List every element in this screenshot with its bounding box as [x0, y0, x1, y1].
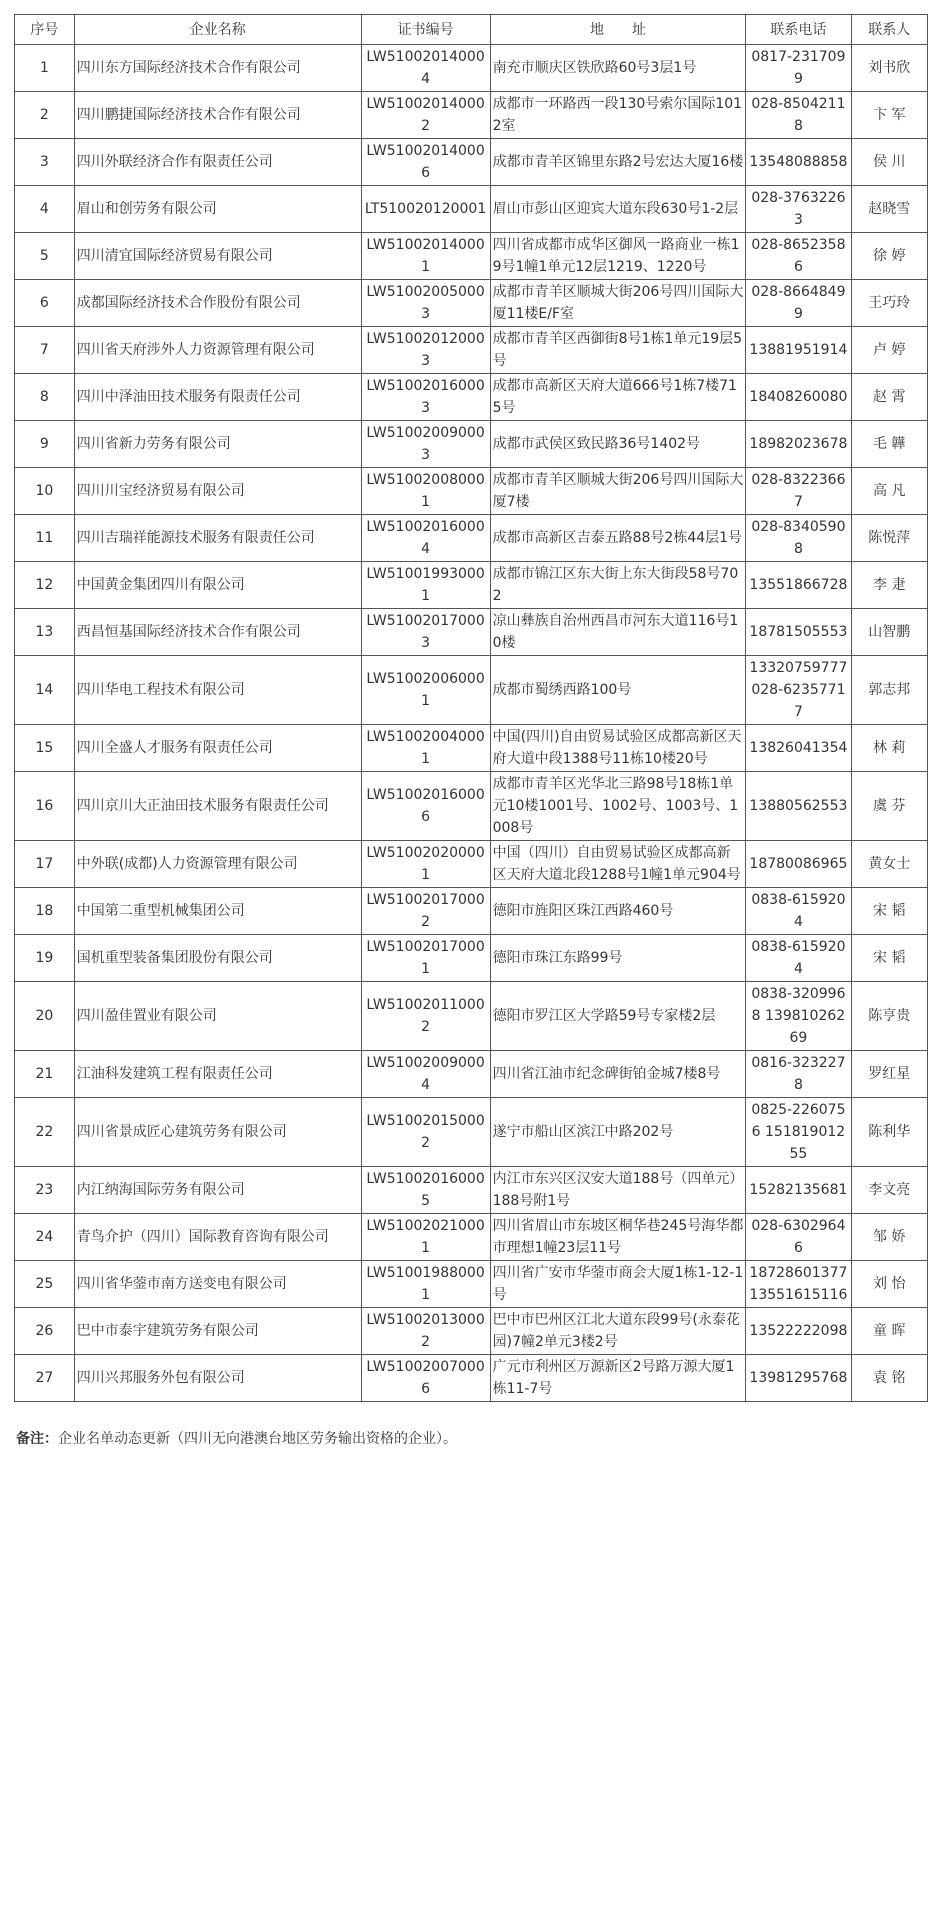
- cert-number: LW510020200001: [361, 841, 490, 888]
- contact-person: 李 疌: [851, 562, 928, 609]
- contact-person: 袁 铭: [851, 1355, 928, 1402]
- company-name: 四川华电工程技术有限公司: [74, 656, 361, 725]
- cert-number: LW510020140002: [361, 92, 490, 139]
- table-row: [15, 374, 928, 421]
- contact-person: 邹 娇: [851, 1214, 928, 1261]
- row-no: 5: [15, 233, 75, 280]
- row-no: 27: [15, 1355, 75, 1402]
- table-row: [15, 421, 928, 468]
- cert-number: LW510020090004: [361, 1051, 490, 1098]
- company-name: 四川省华蓥市南方送变电有限公司: [74, 1261, 361, 1308]
- company-name: 四川吉瑞祥能源技术服务有限责任公司: [74, 515, 361, 562]
- address: 中国(四川)自由贸易试验区成都高新区天府大道中段1388号11栋10楼20号: [490, 725, 746, 772]
- address: 成都市青羊区顺城大街206号四川国际大厦11楼E/F室: [490, 280, 746, 327]
- phone: 0816-3232278: [746, 1051, 851, 1098]
- cert-number: LW510020080001: [361, 468, 490, 515]
- contact-person: 宋 韬: [851, 935, 928, 982]
- company-name: 四川盈佳置业有限公司: [74, 982, 361, 1051]
- phone: 0838-3209968 13981026269: [746, 982, 851, 1051]
- header-contact: 联系人: [851, 15, 928, 45]
- contact-person: 宋 韬: [851, 888, 928, 935]
- table-row: [15, 186, 928, 233]
- footnote: [14, 1428, 942, 1450]
- table-row: [15, 1214, 928, 1261]
- footnote-text: 企业名单动态更新（四川无向港澳台地区劳务输出资格的企业）。: [58, 1431, 457, 1447]
- company-name: 四川川宝经济贸易有限公司: [74, 468, 361, 515]
- row-no: 9: [15, 421, 75, 468]
- table-body: [15, 45, 928, 1402]
- address: 成都市高新区天府大道666号1栋7楼715号: [490, 374, 746, 421]
- cert-number: LW510020170002: [361, 888, 490, 935]
- row-no: 14: [15, 656, 75, 725]
- table-row: [15, 1098, 928, 1167]
- contact-person: 王巧玲: [851, 280, 928, 327]
- company-name: 国机重型装备集团股份有限公司: [74, 935, 361, 982]
- cert-number: LW510020090003: [361, 421, 490, 468]
- row-no: 8: [15, 374, 75, 421]
- phone: 028-83405908: [746, 515, 851, 562]
- phone: 18780086965: [746, 841, 851, 888]
- cert-number: LW510020140004: [361, 45, 490, 92]
- cert-number: LW510020070006: [361, 1355, 490, 1402]
- row-no: 26: [15, 1308, 75, 1355]
- address: 中国（四川）自由贸易试验区成都高新区天府大道北段1288号1幢1单元904号: [490, 841, 746, 888]
- company-name: 中外联(成都)人力资源管理有限公司: [74, 841, 361, 888]
- phone: 028-86648499: [746, 280, 851, 327]
- cert-number: LW510020170001: [361, 935, 490, 982]
- address: 德阳市旌阳区珠江西路460号: [490, 888, 746, 935]
- table-row: [15, 1355, 928, 1402]
- phone: 13880562553: [746, 772, 851, 841]
- address: 成都市青羊区顺城大街206号四川国际大厦7楼: [490, 468, 746, 515]
- table-row: [15, 609, 928, 656]
- row-no: 25: [15, 1261, 75, 1308]
- address: 凉山彝族自治州西昌市河东大道116号10楼: [490, 609, 746, 656]
- phone: 13548088858: [746, 139, 851, 186]
- table-row: [15, 233, 928, 280]
- phone: 028-86523586: [746, 233, 851, 280]
- company-name: 四川外联经济合作有限责任公司: [74, 139, 361, 186]
- row-no: 10: [15, 468, 75, 515]
- address: 成都市青羊区光华北三路98号18栋1单元10楼1001号、1002号、1003号、1008号: [490, 772, 746, 841]
- table-row: [15, 725, 928, 772]
- row-no: 13: [15, 609, 75, 656]
- table-row: [15, 562, 928, 609]
- table-row: [15, 982, 928, 1051]
- table-row: [15, 888, 928, 935]
- phone: 0838-6159204: [746, 888, 851, 935]
- company-table: [14, 14, 928, 1402]
- cert-number: LW510020040001: [361, 725, 490, 772]
- table-row: [15, 327, 928, 374]
- phone: 13881951914: [746, 327, 851, 374]
- footnote-label: 备注：: [16, 1431, 58, 1447]
- company-name: 四川鹏捷国际经济技术合作有限公司: [74, 92, 361, 139]
- phone: 13826041354: [746, 725, 851, 772]
- company-name: 西昌恒基国际经济技术合作有限公司: [74, 609, 361, 656]
- row-no: 11: [15, 515, 75, 562]
- cert-number: LW510020110002: [361, 982, 490, 1051]
- contact-person: 郭志邦: [851, 656, 928, 725]
- cert-number: LW510020120003: [361, 327, 490, 374]
- cert-number: LW510020160004: [361, 515, 490, 562]
- cert-number: LW510019880001: [361, 1261, 490, 1308]
- contact-person: 虞 芬: [851, 772, 928, 841]
- contact-person: 黄女士: [851, 841, 928, 888]
- address: 巴中市巴州区江北大道东段99号(永泰花园)7幢2单元3楼2号: [490, 1308, 746, 1355]
- row-no: 17: [15, 841, 75, 888]
- cert-number: LW510020160003: [361, 374, 490, 421]
- table-row: [15, 1308, 928, 1355]
- contact-person: 高 凡: [851, 468, 928, 515]
- table-row: [15, 468, 928, 515]
- address: 成都市武侯区致民路36号1402号: [490, 421, 746, 468]
- contact-person: 徐 婷: [851, 233, 928, 280]
- table-row: [15, 1261, 928, 1308]
- cert-number: LW510019930001: [361, 562, 490, 609]
- table-row: [15, 841, 928, 888]
- row-no: 19: [15, 935, 75, 982]
- phone: 13320759777 028-62357717: [746, 656, 851, 725]
- company-name: 成都国际经济技术合作股份有限公司: [74, 280, 361, 327]
- contact-person: 陈亨贵: [851, 982, 928, 1051]
- table-row: [15, 935, 928, 982]
- company-name: 四川兴邦服务外包有限公司: [74, 1355, 361, 1402]
- cert-number: LW510020210001: [361, 1214, 490, 1261]
- row-no: 12: [15, 562, 75, 609]
- phone: 13981295768: [746, 1355, 851, 1402]
- address: 德阳市珠江东路99号: [490, 935, 746, 982]
- cert-number: LW510020160006: [361, 772, 490, 841]
- company-name: 四川全盛人才服务有限责任公司: [74, 725, 361, 772]
- row-no: 6: [15, 280, 75, 327]
- contact-person: 罗红星: [851, 1051, 928, 1098]
- contact-person: 卢 婷: [851, 327, 928, 374]
- address: 广元市利州区万源新区2号路万源大厦1栋11-7号: [490, 1355, 746, 1402]
- header-phone: 联系电话: [746, 15, 851, 45]
- row-no: 16: [15, 772, 75, 841]
- header-address: 地 址: [490, 15, 746, 45]
- cert-number: LW510020170003: [361, 609, 490, 656]
- contact-person: 李文亮: [851, 1167, 928, 1214]
- company-name: 四川省新力劳务有限公司: [74, 421, 361, 468]
- header-no: 序号: [15, 15, 75, 45]
- company-name: 眉山和创劳务有限公司: [74, 186, 361, 233]
- cert-number: LW510020060001: [361, 656, 490, 725]
- phone: 18728601377 13551615116: [746, 1261, 851, 1308]
- address: 成都市青羊区锦里东路2号宏达大厦16楼: [490, 139, 746, 186]
- company-name: 四川省景成匠心建筑劳务有限公司: [74, 1098, 361, 1167]
- address: 成都市高新区吉泰五路88号2栋44层1号: [490, 515, 746, 562]
- table-header: [15, 15, 928, 45]
- header-cert: 证书编号: [361, 15, 490, 45]
- phone: 18408260080: [746, 374, 851, 421]
- company-name: 四川清宜国际经济贸易有限公司: [74, 233, 361, 280]
- row-no: 2: [15, 92, 75, 139]
- address: 四川省广安市华蓥市商会大厦1栋1-12-1号: [490, 1261, 746, 1308]
- phone: 0838-6159204: [746, 935, 851, 982]
- row-no: 4: [15, 186, 75, 233]
- contact-person: 刘书欣: [851, 45, 928, 92]
- phone: 028-37632263: [746, 186, 851, 233]
- company-name: 四川京川大正油田技术服务有限责任公司: [74, 772, 361, 841]
- contact-person: 山智鹏: [851, 609, 928, 656]
- header-row: [15, 15, 928, 45]
- table-row: [15, 656, 928, 725]
- cert-number: LW510020140006: [361, 139, 490, 186]
- address: 成都市青羊区西御街8号1栋1单元19层5号: [490, 327, 746, 374]
- table-row: [15, 1051, 928, 1098]
- row-no: 15: [15, 725, 75, 772]
- row-no: 23: [15, 1167, 75, 1214]
- company-name: 中国第二重型机械集团公司: [74, 888, 361, 935]
- address: 四川省成都市成华区御风一路商业一栋19号1幢1单元12层1219、1220号: [490, 233, 746, 280]
- cert-number: LW510020160005: [361, 1167, 490, 1214]
- phone: 0825-2260756 15181901255: [746, 1098, 851, 1167]
- row-no: 21: [15, 1051, 75, 1098]
- row-no: 22: [15, 1098, 75, 1167]
- table-row: [15, 92, 928, 139]
- contact-person: 林 莉: [851, 725, 928, 772]
- row-no: 24: [15, 1214, 75, 1261]
- address: 四川省眉山市东坡区桐华巷245号海华都市理想1幢23层11号: [490, 1214, 746, 1261]
- company-name: 内江纳海国际劳务有限公司: [74, 1167, 361, 1214]
- contact-person: 赵晓雪: [851, 186, 928, 233]
- table-row: [15, 1167, 928, 1214]
- phone: 028-63029646: [746, 1214, 851, 1261]
- address: 德阳市罗江区大学路59号专家楼2层: [490, 982, 746, 1051]
- row-no: 18: [15, 888, 75, 935]
- phone: 15282135681: [746, 1167, 851, 1214]
- row-no: 7: [15, 327, 75, 374]
- cert-number: LW510020050003: [361, 280, 490, 327]
- company-name: 江油科发建筑工程有限责任公司: [74, 1051, 361, 1098]
- contact-person: 毛 韡: [851, 421, 928, 468]
- row-no: 1: [15, 45, 75, 92]
- cert-number: LW510020130002: [361, 1308, 490, 1355]
- phone: 13551866728: [746, 562, 851, 609]
- contact-person: 刘 怡: [851, 1261, 928, 1308]
- cert-number: LT510020120001: [361, 186, 490, 233]
- address: 成都市蜀绣西路100号: [490, 656, 746, 725]
- row-no: 3: [15, 139, 75, 186]
- address: 成都市一环路西一段130号索尔国际1012室: [490, 92, 746, 139]
- address: 内江市东兴区汉安大道188号（四单元）188号附1号: [490, 1167, 746, 1214]
- header-company: 企业名称: [74, 15, 361, 45]
- row-no: 20: [15, 982, 75, 1051]
- contact-person: 陈利华: [851, 1098, 928, 1167]
- table-row: [15, 45, 928, 92]
- phone: 13522222098: [746, 1308, 851, 1355]
- cert-number: LW510020140001: [361, 233, 490, 280]
- table-row: [15, 772, 928, 841]
- table-row: [15, 139, 928, 186]
- company-name: 中国黄金集团四川有限公司: [74, 562, 361, 609]
- company-name: 青鸟介护（四川）国际教育咨询有限公司: [74, 1214, 361, 1261]
- contact-person: 童 晖: [851, 1308, 928, 1355]
- address: 南充市顺庆区铁欣路60号3层1号: [490, 45, 746, 92]
- address: 眉山市彭山区迎宾大道东段630号1-2层: [490, 186, 746, 233]
- company-name: 四川东方国际经济技术合作有限公司: [74, 45, 361, 92]
- company-name: 巴中市泰宇建筑劳务有限公司: [74, 1308, 361, 1355]
- address: 四川省江油市纪念碑街铂金城7楼8号: [490, 1051, 746, 1098]
- cert-number: LW510020150002: [361, 1098, 490, 1167]
- phone: 028-85042118: [746, 92, 851, 139]
- contact-person: 侯 川: [851, 139, 928, 186]
- phone: 18781505553: [746, 609, 851, 656]
- address: 遂宁市船山区滨江中路202号: [490, 1098, 746, 1167]
- phone: 18982023678: [746, 421, 851, 468]
- table-row: [15, 280, 928, 327]
- table-row: [15, 515, 928, 562]
- contact-person: 卞 军: [851, 92, 928, 139]
- contact-person: 赵 霄: [851, 374, 928, 421]
- company-name: 四川省天府涉外人力资源管理有限公司: [74, 327, 361, 374]
- address: 成都市锦江区东大街上东大街段58号702: [490, 562, 746, 609]
- phone: 0817-2317099: [746, 45, 851, 92]
- company-name: 四川中泽油田技术服务有限责任公司: [74, 374, 361, 421]
- phone: 028-83223667: [746, 468, 851, 515]
- contact-person: 陈悦萍: [851, 515, 928, 562]
